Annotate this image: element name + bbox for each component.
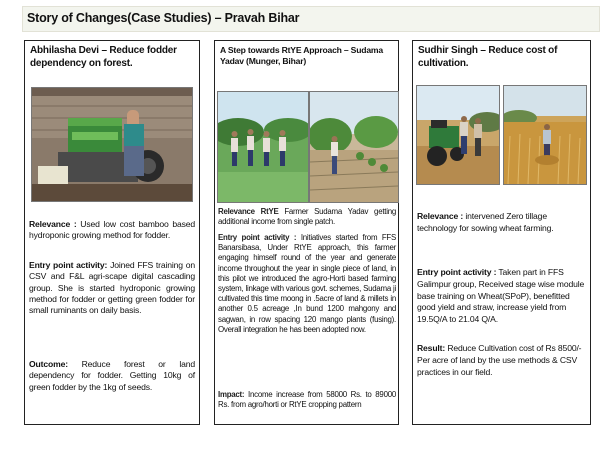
- relevance-text: intervened Zero tillage technology for sowing wheat farming.: [417, 211, 554, 233]
- relevance-text: Used low cost bamboo based hydroponic growing method for fodder.: [29, 219, 196, 241]
- entry-point-text: Taken part in FFS Galimpur group, Received stage wise module base training on Wheat(SPoP), benefitted good yield and straw, increase yield from 19.5Q/A to 21.04 Q/A.: [417, 267, 585, 325]
- case-study-heading: Abhilasha Devi – Reduce fodder dependency on forest.: [30, 45, 177, 69]
- entry-point-label: Entry point activity :: [218, 233, 297, 242]
- entry-point-label: Entry point activity:: [29, 260, 108, 270]
- entry-point-paragraph: [417, 267, 587, 326]
- page-title: Story of Changes(Case Studies) – Pravah Bihar: [27, 11, 300, 25]
- entry-point-text: Initiatives started from FFS Banarsibasa, Under RtYE approach, this farmer engaging himself round of the year and generate income throughout the year in single piece of land, in this pilot we introduced the agro-Horti based farming system, linkage with various govt. schemes, Sudama ji cultivated this time moong in .5acre of land & millets in another 0.5 acreage ,In bund 1200 mahgony and sagwan, in row spacing 120 mango plants (fusing). Overall integration he has been adopted now.: [218, 233, 396, 334]
- photo-hydroponic-fodder: [31, 87, 193, 202]
- case-study-sudama-yadav: [214, 40, 399, 425]
- impact-text: Income increase from 58000 Rs. to 89000 Rs. from agro/horti or RtYE cropping pattern: [218, 390, 396, 410]
- relevance-label: Relevance RtYE: [218, 207, 279, 216]
- case-study-abhilasha-devi: [24, 40, 200, 425]
- entry-point-label: Entry point activity :: [417, 267, 497, 277]
- impact-label: Impact:: [218, 390, 245, 399]
- photo-plantation: [309, 91, 399, 203]
- title-bar: [22, 6, 600, 32]
- outcome-text: Reduce forest or land dependency for fodder. Getting 10kg of green fodder by the 1kg of seeds.: [29, 359, 195, 392]
- result-label: Result:: [417, 343, 446, 353]
- case-study-sudhir-singh: [412, 40, 591, 425]
- relevance-text: Farmer Sudama Yadav getting additional income from single patch.: [218, 207, 396, 227]
- wheat-field-illustration: [504, 86, 586, 184]
- relevance-label: Relevance :: [417, 211, 464, 221]
- case-study-heading: Sudhir Singh – Reduce cost of cultivation.: [418, 45, 558, 69]
- farmers-field-illustration: [218, 92, 308, 202]
- plantation-illustration: [310, 92, 398, 202]
- relevance-paragraph: [29, 219, 195, 242]
- entry-point-paragraph: [218, 233, 396, 335]
- relevance-paragraph: [218, 207, 396, 227]
- entry-point-paragraph: [29, 260, 195, 316]
- photo-wheat-field: [503, 85, 587, 185]
- impact-paragraph: [218, 390, 396, 410]
- result-text: Reduce Cultivation cost of Rs 8500/- Per acre of land by the use methods & CSV practices in our field.: [417, 343, 582, 377]
- tractor-illustration: [417, 86, 499, 184]
- hydroponic-photo-illustration: [32, 88, 192, 201]
- photo-farmers-field: [217, 91, 309, 203]
- photo-tractor: [416, 85, 500, 185]
- outcome-label: Outcome:: [29, 359, 68, 369]
- result-paragraph: [417, 343, 587, 378]
- case-study-heading: A Step towards RtYE Approach – Sudama Yadav (Munger, Bihar): [220, 45, 383, 66]
- relevance-paragraph: [417, 211, 587, 235]
- outcome-paragraph: [29, 359, 195, 393]
- relevance-label: Relevance :: [29, 219, 77, 229]
- entry-point-text: Joined FFS training on CSV and F&L agri-scape digital cascading group. She is started hydroponic growing method for fodder or getting green fodder for small ruminants on daily basis.: [29, 260, 195, 316]
